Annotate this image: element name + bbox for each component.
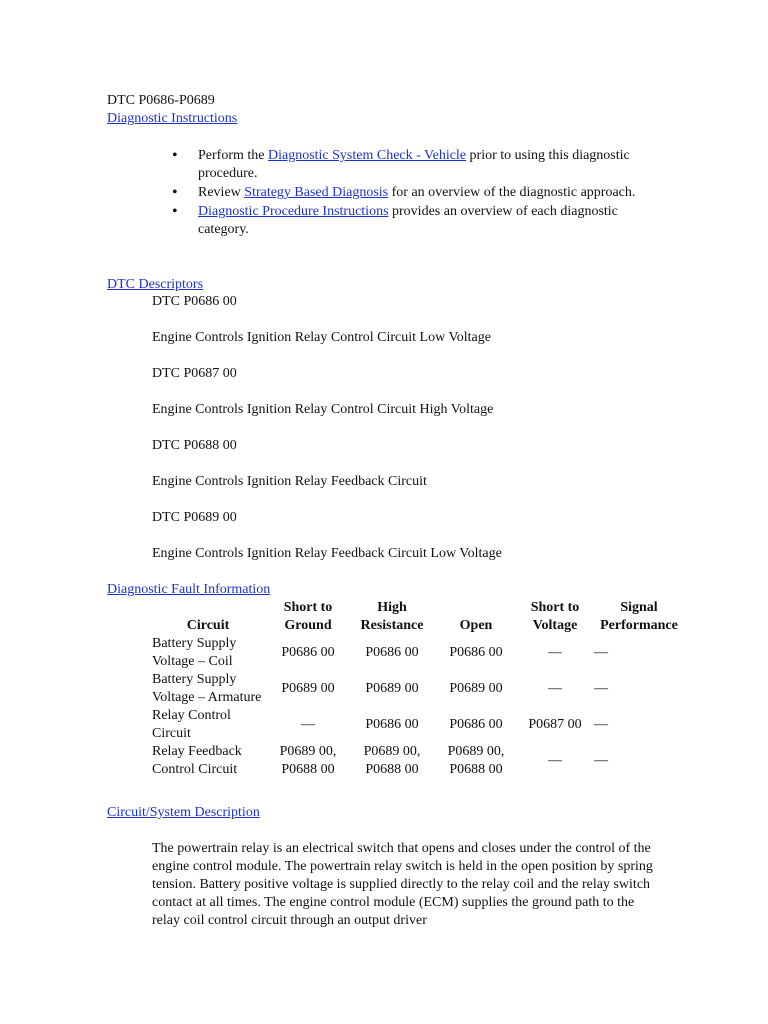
table-header-row [150,599,686,635]
table-cell: P0686 00 [449,717,503,732]
table-cell: P0686 00 [449,645,503,660]
bullet-text-pre: Review [198,185,245,200]
diagnostic-fault-information-link[interactable]: Diagnostic Fault Information [107,582,271,597]
column-header-short-to-voltage: Short to Voltage [530,600,580,633]
list-item [172,184,662,202]
dtc-descriptors-link[interactable]: DTC Descriptors [107,277,204,292]
table-cell: — [548,681,562,696]
table-row [150,671,686,707]
table-cell: — [548,645,562,660]
table-cell: — [594,717,608,732]
fault-table [150,599,686,779]
dtc-code: DTC P0687 00 [152,366,237,381]
table-cell: P0689 00 [365,681,419,696]
table-cell: P0689 00, P0688 00 [363,744,421,777]
table-cell: P0689 00, P0688 00 [447,744,505,777]
column-header-signal-performance: Signal Performance [600,600,678,633]
table-cell: P0689 00 [449,681,503,696]
table-cell: P0686 00 [281,645,335,660]
table-cell: Battery Supply Voltage – Armature [152,672,262,705]
table-cell: Battery Supply Voltage – Coil [152,636,237,669]
table-cell: Relay Control Circuit [152,708,231,741]
table-cell: — [594,645,608,660]
bullet-text-post: for an overview of the diagnostic approach. [388,185,636,200]
bullet-text-pre: Perform the [198,148,268,163]
instruction-list [172,147,662,240]
table-row [150,707,686,743]
table-row [150,635,686,671]
table-cell: — [594,753,608,768]
list-item [172,203,662,239]
dtc-description: Engine Controls Ignition Relay Feedback Circuit Low Voltage [152,546,502,561]
dtc-code: DTC P0688 00 [152,438,237,453]
strategy-based-diagnosis-link[interactable]: Strategy Based Diagnosis [244,185,389,200]
diagnostic-instructions-link[interactable]: Diagnostic Instructions [107,111,238,126]
diagnostic-procedure-instructions-link[interactable]: Diagnostic Procedure Instructions [198,204,389,219]
table-cell: P0689 00 [281,681,335,696]
table-cell: — [301,717,315,732]
bullet-text-post: prior to using this diagnostic procedure. [198,148,630,181]
table-cell: — [548,753,562,768]
table-cell: P0686 00 [365,645,419,660]
table-cell: — [594,681,608,696]
column-header-short-to-ground: Short to Ground [283,600,333,633]
page-title: DTC P0686-P0689 [107,93,215,108]
column-header-circuit: Circuit [186,618,230,633]
table-cell: P0687 00 [528,717,582,732]
column-header-high-resistance: High Resistance [360,600,424,633]
diagnostic-system-check-link[interactable]: Diagnostic System Check - Vehicle [267,148,467,163]
table-cell: P0686 00 [365,717,419,732]
circuit-system-description-link[interactable]: Circuit/System Description [107,805,260,820]
list-item [172,147,662,183]
dtc-code: DTC P0686 00 [152,294,237,309]
table-cell: Relay Feedback Control Circuit [152,744,242,777]
column-header-open: Open [459,618,493,633]
table-cell: P0689 00, P0688 00 [279,744,337,777]
dtc-description: Engine Controls Ignition Relay Control Circuit Low Voltage [152,330,491,345]
bullet-text-post: provides an overview of each diagnostic category. [198,204,618,237]
table-row [150,743,686,779]
dtc-description: Engine Controls Ignition Relay Control Circuit High Voltage [152,402,494,417]
dtc-code: DTC P0689 00 [152,510,237,525]
dtc-description: Engine Controls Ignition Relay Feedback Circuit [152,474,427,489]
circuit-description-paragraph: The powertrain relay is an electrical switch that opens and closes under the control of the engine control module. The powertrain relay switch is held in the open position by spring tension. Battery positive voltage is supplied directly to the relay coil and the relay switch contact at all times. The engine control module (ECM) supplies the ground path to the relay coil control circuit through an output driver [152,841,653,928]
